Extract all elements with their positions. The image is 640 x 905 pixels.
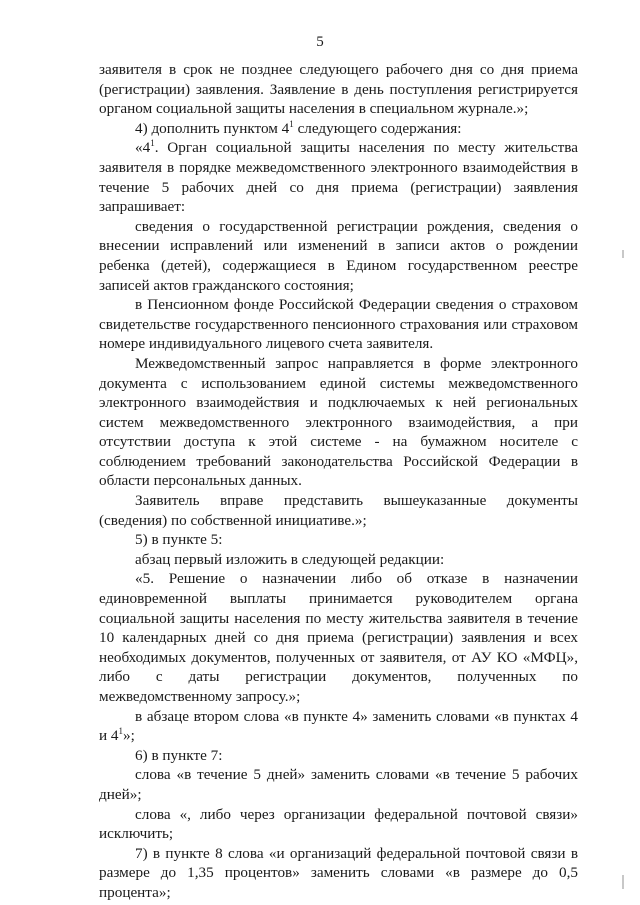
paragraph-clause-4-1 xyxy=(99,138,578,216)
scan-edge-mark xyxy=(622,250,624,258)
paragraph-words-exclude: слова «, либо через организации федеральной почтовой связи» исключить; xyxy=(99,805,578,843)
paragraph-applicant-right: Заявитель вправе представить вышеуказанные документы (сведения) по собственной инициативе.»; xyxy=(99,492,578,529)
paragraph-clause-5: «5. Решение о назначении либо об отказе в назначении единовременной выплаты принимается руководителем органа социальной защиты населения по месту жительства заявителя в течение 10 календарных дней со дня приема (регистрации) заявления и всех необходимых документов, полученных от заявителя, от АУ КО «МФЦ», либо с даты регистрации документов, полученных по межведомственному запросу.»; xyxy=(99,570,578,705)
paragraph-pension-fund: в Пенсионном фонде Российской Федерации сведения о страховом свидетельстве государственного пенсионного страхования или страховом номере индивидуального лицевого счета заявителя. xyxy=(99,296,578,353)
superscript: 1 xyxy=(118,726,124,737)
paragraph-first-para-edit: абзац первый изложить в следующей редакции: xyxy=(135,550,445,568)
paragraph-second-para-edit xyxy=(99,707,578,746)
paragraph-continuation: заявителя в срок не позднее следующего рабочего дня со дня приема (регистрации) заявления. Заявление в день поступления регистрируется органом социальной защиты населения в специальном журнале.»; xyxy=(99,61,578,118)
paragraph-interagency-request: Межведомственный запрос направляется в форме электронного документа с использованием единой системы межведомственного электронного взаимодействия и подключаемых к ней региональных систем межведомственного электронного взаимодействия, а при отсутствии доступа к этой системе - на бумажном носителе с соблюдением требований законодательства Российской Федерации в области персональных данных. xyxy=(99,354,578,490)
paragraph-text: »; xyxy=(123,727,135,745)
paragraph-amendment-4 xyxy=(99,119,578,139)
paragraph-amendment-6: 6) в пункте 7: xyxy=(135,746,223,764)
scan-edge-mark xyxy=(622,875,624,889)
paragraph-amendment-5: 5) в пункте 5: xyxy=(135,531,223,549)
paragraph-text: . Орган социальной защиты населения по месту жительства заявителя в порядке межведомственного электронного взаимодействия в течение 5 рабочих дней со дня приема (регистрации) заявления запрашивает: xyxy=(99,139,578,216)
superscript: 1 xyxy=(289,118,294,129)
paragraph-text: в абзаце втором слова «в пункте 4» заменить словами «в пунктах 4 и 4 xyxy=(99,707,578,745)
superscript: 1 xyxy=(150,138,155,149)
paragraph-amendment-7: 7) в пункте 8 слова «и организаций федеральной почтовой связи в размере до 1,35 процентов» заменить словами «в размере до 0,5 процента»; xyxy=(99,844,578,901)
paragraph-words-replace: слова «в течение 5 дней» заменить словами «в течение 5 рабочих дней»; xyxy=(99,766,578,803)
paragraph-text: 4) дополнить пунктом 4 xyxy=(135,119,290,137)
paragraph-birth-records: сведения о государственной регистрации рождения, сведения о внесении исправлений или изменений в записи актов о рождении ребенка (детей), содержащиеся в Едином государственном реестре записей актов гражданского состояния; xyxy=(99,217,578,294)
page-number: 5 xyxy=(316,34,324,50)
document-body xyxy=(99,60,578,903)
paragraph-text: «4 xyxy=(135,139,151,157)
paragraph-text: следующего содержания: xyxy=(293,119,462,137)
